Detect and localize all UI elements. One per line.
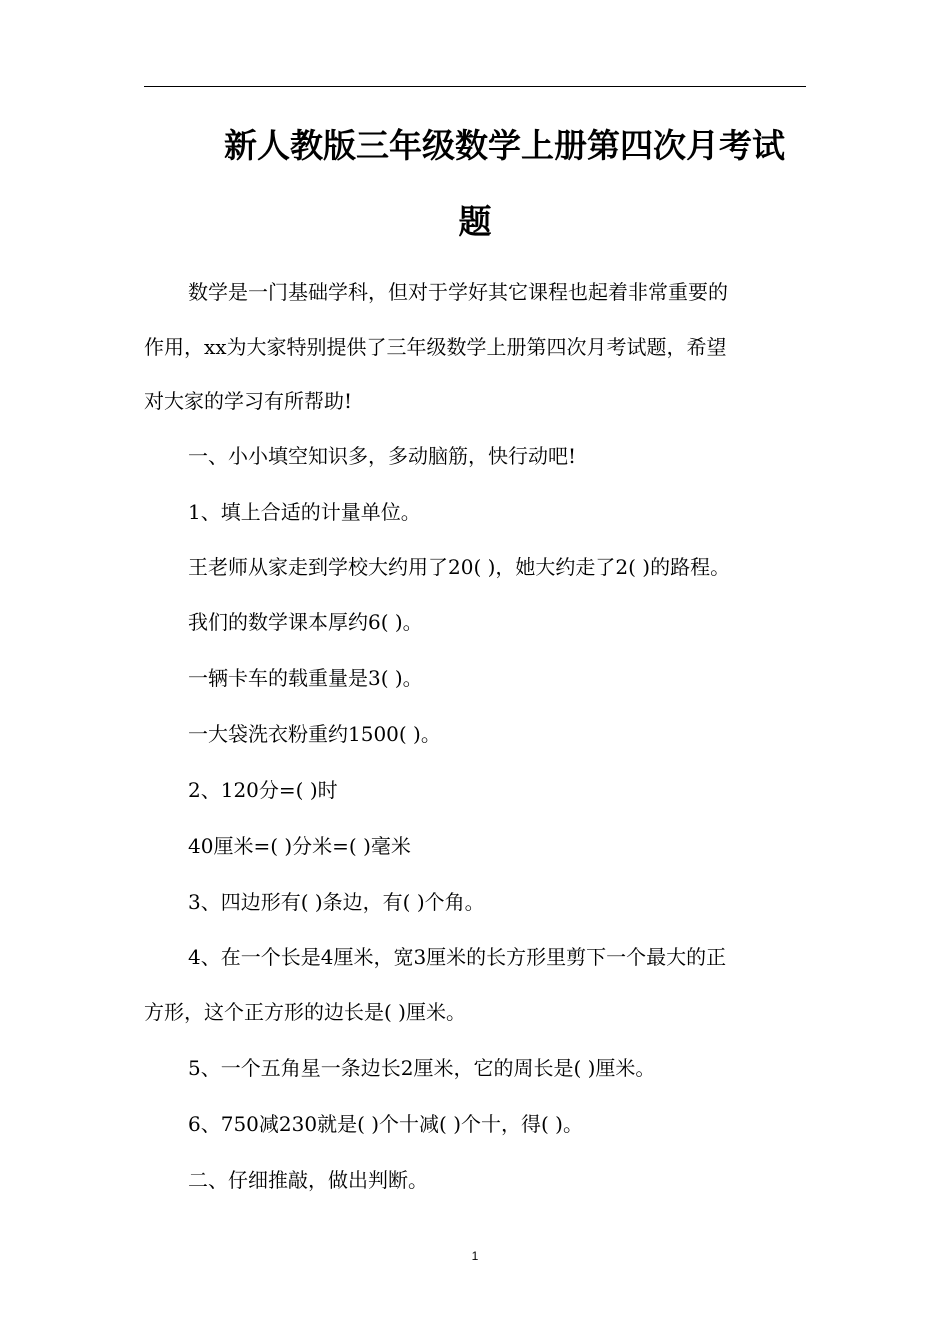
document-title-line2: 题 (458, 202, 492, 241)
header-rule (144, 86, 806, 87)
question-4-line2: 方形，这个正方形的边长是( )厘米。 (144, 1000, 466, 1024)
question-1-item-c: 一辆卡车的载重量是3( )。 (188, 666, 423, 690)
question-1-item-a: 王老师从家走到学校大约用了20( )，她大约走了2( )的路程。 (188, 555, 731, 579)
intro-paragraph-line2: 作用，xx为大家特别提供了三年级数学上册第四次月考试题，希望 (144, 335, 727, 359)
intro-paragraph-line1: 数学是一门基础学科，但对于学好其它课程也起着非常重要的 (188, 280, 728, 304)
page-number: 1 (471, 1249, 479, 1263)
question-1: 1、填上合适的计量单位。 (188, 500, 421, 524)
intro-paragraph-line3: 对大家的学习有所帮助! (144, 389, 353, 413)
question-2: 2、120分=( )时 (188, 778, 338, 802)
question-2-item-b: 40厘米=( )分米=( )毫米 (188, 834, 411, 858)
question-5: 5、一个五角星一条边长2厘米，它的周长是( )厘米。 (188, 1056, 656, 1080)
question-3: 3、四边形有( )条边，有( )个角。 (188, 890, 485, 914)
document-title-line1: 新人教版三年级数学上册第四次月考试 (224, 126, 785, 165)
question-4-line1: 4、在一个长是4厘米，宽3厘米的长方形里剪下一个最大的正 (188, 945, 727, 969)
section1-heading: 一、小小填空知识多，多动脑筋，快行动吧! (188, 444, 577, 468)
section2-heading: 二、仔细推敲，做出判断。 (188, 1168, 428, 1192)
question-6: 6、750减230就是( )个十减( )个十，得( )。 (188, 1112, 583, 1136)
question-1-item-d: 一大袋洗衣粉重约1500( )。 (188, 722, 441, 746)
question-1-item-b: 我们的数学课本厚约6( )。 (188, 610, 423, 634)
